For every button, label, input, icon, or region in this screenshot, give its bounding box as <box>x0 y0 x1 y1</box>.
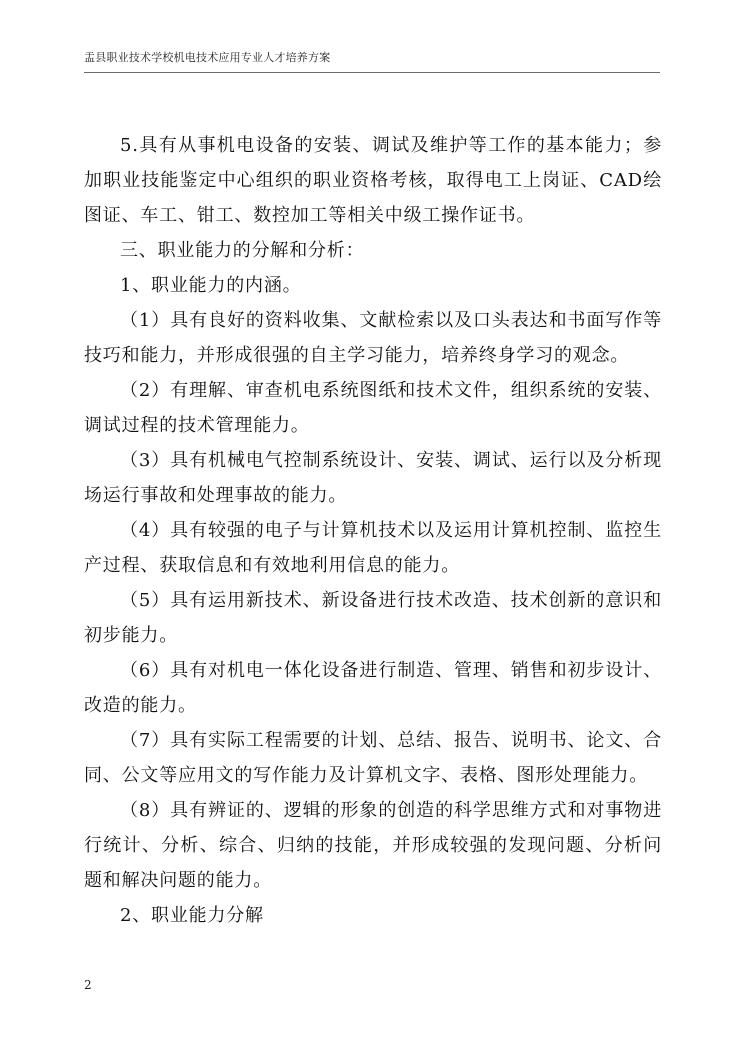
page-header: 盂县职业技术学校机电技术应用专业人才培养方案 <box>84 51 331 64</box>
header-divider <box>84 72 660 73</box>
document-body <box>84 128 662 933</box>
paragraph-capability-5: 5.具有从事机电设备的安装、调试及维护等工作的基本能力；参加职业技能鉴定中心组织的职业资格考核，取得电工上岗证、CAD绘图证、车工、钳工、数控加工等相关中级工操作证书。 <box>84 135 662 226</box>
paragraph-ability-2: （2）有理解、审查机电系统图纸和技术文件，组织系统的安装、调试过程的技术管理能力。 <box>84 380 662 436</box>
subheading-career-ability-content: 1、职业能力的内涵。 <box>120 275 302 296</box>
paragraph-ability-1: （1）具有良好的资料收集、文献检索以及口头表达和书面写作等技巧和能力，并形成很强的自主学习能力，培养终身学习的观念。 <box>84 310 662 366</box>
subheading-career-ability-breakdown: 2、职业能力分解 <box>120 905 264 926</box>
paragraph-ability-6: （6）具有对机电一体化设备进行制造、管理、销售和初步设计、改造的能力。 <box>84 660 662 716</box>
paragraph-ability-4: （4）具有较强的电子与计算机技术以及运用计算机控制、监控生产过程、获取信息和有效地利用信息的能力。 <box>84 520 662 576</box>
section-heading-career-ability-analysis: 三、职业能力的分解和分析： <box>120 240 365 261</box>
paragraph-ability-8: （8）具有辨证的、逻辑的形象的创造的科学思维方式和对事物进行统计、分析、综合、归纳的技能，并形成较强的发现问题、分析问题和解决问题的能力。 <box>84 800 662 891</box>
paragraph-ability-5: （5）具有运用新技术、新设备进行技术改造、技术创新的意识和初步能力。 <box>84 590 662 646</box>
page-number: 2 <box>84 978 92 992</box>
paragraph-ability-3: （3）具有机械电气控制系统设计、安装、调试、运行以及分析现场运行事故和处理事故的能力。 <box>84 450 662 506</box>
paragraph-ability-7: （7）具有实际工程需要的计划、总结、报告、说明书、论文、合同、公文等应用文的写作能力及计算机文字、表格、图形处理能力。 <box>84 730 662 786</box>
